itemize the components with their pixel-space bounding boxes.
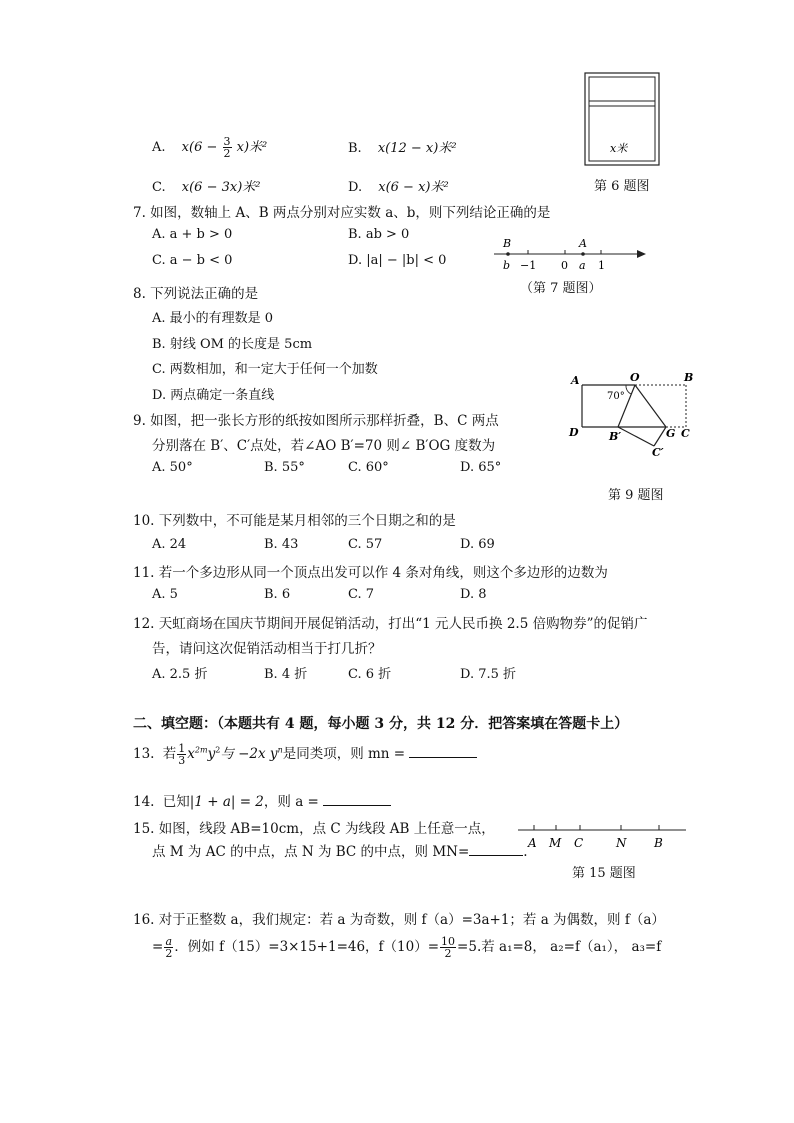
q9-fig-label-O: O xyxy=(630,371,640,384)
q15-fig-label-M: M xyxy=(549,836,562,850)
q9-caption: 第 9 题图 xyxy=(608,488,664,503)
q7-option-d: D. |a| − |b| < 0 xyxy=(348,253,447,268)
q9-fig-label-A: A xyxy=(571,374,580,387)
q9-option-c: C. 60° xyxy=(348,460,389,475)
q8-stem: 8. 下列说法正确的是 xyxy=(133,286,259,302)
q15-fig-label-N: N xyxy=(616,836,627,850)
q6-caption: 第 6 题图 xyxy=(594,179,650,194)
q15-segment-figure xyxy=(516,820,690,852)
q7-option-b: B. ab > 0 xyxy=(348,227,410,242)
q15-fig-label-A: A xyxy=(528,836,537,850)
section2-heading xyxy=(133,713,628,733)
q8-option-c: C. 两数相加，和一定大于任何一个加数 xyxy=(152,362,378,377)
section2-title: 二、填空题： xyxy=(133,716,217,732)
q9-option-b: B. 55° xyxy=(264,460,305,475)
q9-option-d: D. 65° xyxy=(460,460,502,475)
q10-option-d: D. 69 xyxy=(460,537,495,552)
q9-fig-label-D: D xyxy=(569,426,579,439)
q15-stem-line1: 15. 如图，线段 AB=10cm，点 C 为线段 AB 上任意一点， xyxy=(133,821,495,837)
q11-option-b: B. 6 xyxy=(264,587,291,602)
q11-option-a: A. 5 xyxy=(152,587,178,602)
q16-fraction-a-over-2: $\frac{a}{2}$ xyxy=(165,935,173,960)
q13-fraction: $\frac{1}{3}$ xyxy=(178,742,186,767)
q11-stem: 11. 若一个多边形从同一个顶点出发可以作 4 条对角线，则这个多边形的边数为 xyxy=(133,565,608,581)
q7-option-c: C. a − b < 0 xyxy=(152,253,233,268)
q12-option-b: B. 4 折 xyxy=(264,667,308,682)
q12-option-c: C. 6 折 xyxy=(348,667,392,682)
q13-stem: 13. 若 $\frac{1}{3}$ $x^{2m}y^2$与 −2x $y^n$是同类项，则 mn = xyxy=(133,742,477,766)
q12-stem-line2: 告，请问这次促销活动相当于打几折？ xyxy=(152,641,382,657)
q8-option-d: D. 两点确定一条直线 xyxy=(152,388,275,403)
q12-option-d: D. 7.5 折 xyxy=(460,667,517,682)
q12-stem-line1: 12. 天虹商场在国庆节期间开展促销活动，打出“1 元人民币换 2.5 倍购物券”的促销广 xyxy=(133,616,648,632)
q14-answer-blank[interactable] xyxy=(323,805,391,806)
q9-fold-figure xyxy=(566,366,700,460)
section2-instructions: （本题共有 4 题，每小题 3 分，共 12 分．把答案填在答题卡上） xyxy=(217,716,629,732)
q6-option-b: B. x(12 − x)米² xyxy=(348,141,457,156)
q11-option-c: C. 7 xyxy=(348,587,375,602)
q7-caption: （第 7 题图） xyxy=(520,281,602,296)
q12-option-a: A. 2.5 折 xyxy=(152,667,208,682)
q6-option-a-expr: x(6 − xyxy=(181,140,218,155)
q7-fig-label-minus1: −1 xyxy=(520,259,537,272)
q10-option-c: C. 57 xyxy=(348,537,383,552)
q10-option-b: B. 43 xyxy=(264,537,299,552)
q6-figure-label: x米 xyxy=(610,142,628,155)
q15-answer-blank[interactable] xyxy=(469,855,523,856)
q9-fig-label-G: G xyxy=(666,427,676,440)
q6-option-d: D. x(6 − x)米² xyxy=(348,180,449,195)
q10-option-a: A. 24 xyxy=(152,537,187,552)
q6-window-figure xyxy=(584,72,664,168)
q7-stem: 7. 如图，数轴上 A、B 两点分别对应实数 a、b，则下列结论正确的是 xyxy=(133,205,551,221)
q15-fig-label-B: B xyxy=(654,836,663,850)
q16-stem-line1: 16. 对于正整数 a，我们规定：若 a 为奇数，则 f（a）=3a+1；若 a 为偶数，则 f（a） xyxy=(133,912,665,928)
q6-option-a-fraction: $\frac{3}{2}$ xyxy=(223,135,231,160)
q7-fig-label-A: A xyxy=(579,237,587,250)
q8-option-b: B. 射线 OM 的长度是 5cm xyxy=(152,337,313,352)
q7-fig-label-1: 1 xyxy=(598,259,605,272)
q8-option-a: A. 最小的有理数是 0 xyxy=(152,311,274,326)
q9-stem-line1: 9. 如图，把一张长方形的纸按如图所示那样折叠，B、C 两点 xyxy=(133,413,499,429)
q10-stem: 10. 下列数中，不可能是某月相邻的三个日期之和的是 xyxy=(133,513,456,529)
q9-fig-label-B: B xyxy=(684,371,694,384)
q13-answer-blank[interactable] xyxy=(409,757,477,758)
q14-stem: 14. 已知|1 + a| = 2，则 a = xyxy=(133,790,391,810)
q9-fig-label-C: C xyxy=(681,427,690,440)
q7-fig-label-b: b xyxy=(503,259,511,272)
q6-option-a-label: A. xyxy=(152,140,166,155)
q7-option-a: A. a + b > 0 xyxy=(152,227,233,242)
q6-option-a-tail: x)米² xyxy=(236,140,268,155)
q16-stem-line2: = $\frac{a}{2}$ ．例如 f（15）=3×15+1=46，f（10）= $\frac{10}{2}$ =5.若 a₁=8， a₂=f（a₁）， a₃=f xyxy=(152,935,662,960)
q6-option-c: C. x(6 − 3x)米² xyxy=(152,180,261,195)
q9-option-a: A. 50° xyxy=(152,460,193,475)
q9-fig-label-Cprime: C′ xyxy=(652,446,664,459)
q9-stem-line2: 分别落在 B′、C′点处，若∠AO B′=70 则∠ B′OG 度数为 xyxy=(152,438,496,454)
q9-fig-label-Bprime: B′ xyxy=(609,430,622,443)
q7-fig-label-a: a xyxy=(579,259,586,272)
q15-caption: 第 15 题图 xyxy=(572,866,636,881)
q16-fraction-10-over-2: $\frac{10}{2}$ xyxy=(441,935,456,960)
q7-fig-label-0: 0 xyxy=(561,259,568,272)
q11-option-d: D. 8 xyxy=(460,587,487,602)
q15-stem-line2: 点 M 为 AC 的中点，点 N 为 BC 的中点，则 MN= . xyxy=(152,844,528,860)
q6-option-a xyxy=(152,136,267,159)
q15-fig-label-C: C xyxy=(574,836,584,850)
q7-number-line-figure xyxy=(490,232,652,274)
q9-fig-angle-label: 70° xyxy=(607,391,625,402)
q7-fig-label-B: B xyxy=(503,237,512,250)
